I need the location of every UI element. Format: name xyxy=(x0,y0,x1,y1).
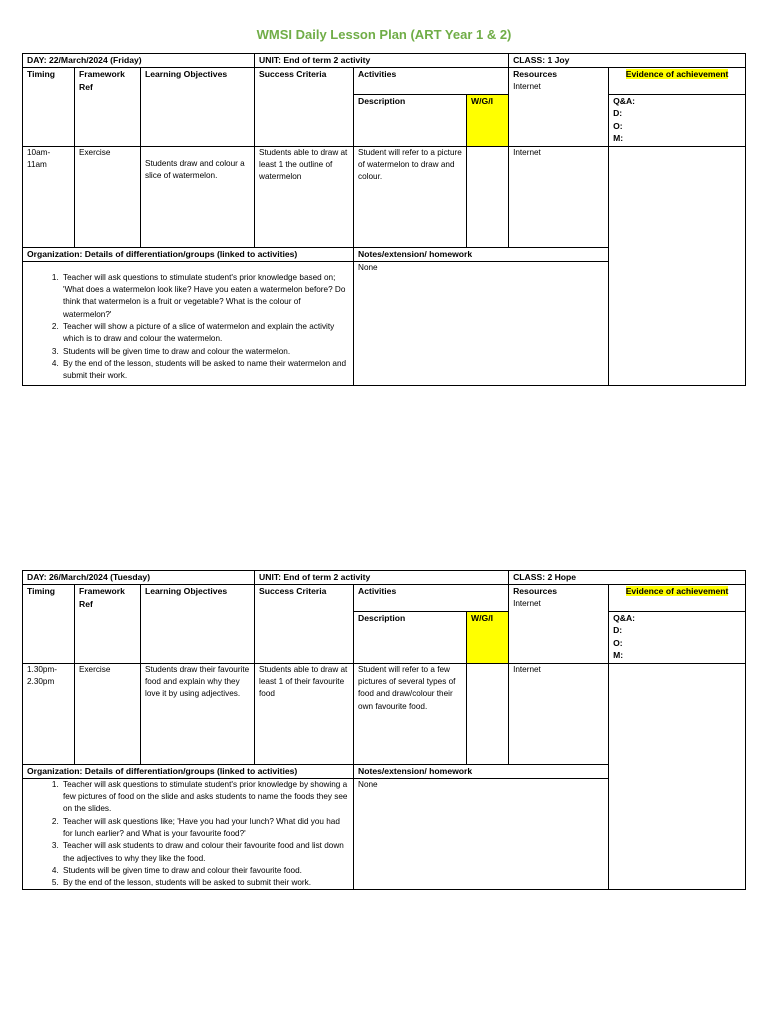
notes-header: Notes/extension/ homework xyxy=(354,247,609,261)
resources-header-value: Internet xyxy=(513,81,541,91)
unit-label: UNIT: End of term 2 activity xyxy=(255,54,509,68)
evidence-value xyxy=(609,146,746,385)
day-label: DAY: 26/March/2024 (Tuesday) xyxy=(23,571,255,585)
framework-value: Exercise xyxy=(75,663,141,764)
wgi-value xyxy=(467,146,509,247)
list-item: 1. Teacher will ask questions to stimulate student's prior knowledge by showing a few pictures of food on the slide and asks students to name the foods they see on the slides. xyxy=(61,779,349,816)
resources-value: Internet xyxy=(509,663,609,764)
o-label: O: xyxy=(613,120,623,131)
timing-header: Timing xyxy=(23,67,75,146)
resources-value: Internet xyxy=(509,146,609,247)
resources-header-cell xyxy=(509,584,609,663)
qa-label: Q&A: xyxy=(613,612,636,623)
framework-header: Framework Ref xyxy=(75,67,141,146)
framework-value: Exercise xyxy=(75,146,141,247)
page-title: WMSI Daily Lesson Plan (ART Year 1 & 2) xyxy=(256,27,512,42)
timing-header: Timing xyxy=(23,584,75,663)
evidence-qa-cell xyxy=(609,611,746,663)
evidence-value xyxy=(609,663,746,890)
organization-cell xyxy=(23,778,354,890)
organization-header: Organization: Details of differentiation/groups (linked to activities) xyxy=(23,764,354,778)
timing-value: 1.30pm-2.30pm xyxy=(23,663,75,764)
unit-label: UNIT: End of term 2 activity xyxy=(255,571,509,585)
wgi-header: W/G/I xyxy=(467,611,509,663)
objectives-value-cell xyxy=(141,146,255,247)
list-item: 5. By the end of the lesson, students will be asked to submit their work. xyxy=(61,877,349,889)
notes-value: None xyxy=(354,778,609,890)
organization-list-2 xyxy=(27,779,349,890)
m-label: M: xyxy=(613,650,624,661)
objectives-value: Students draw their favourite food and explain why they love it by using adjectives. xyxy=(141,663,255,764)
organization-cell xyxy=(23,261,354,385)
list-item: 3. Teacher will ask students to draw and colour their favourite food and list down the adjectives to why they like the food. xyxy=(61,840,349,865)
objectives-value: Students draw and colour a slice of watermelon. xyxy=(145,158,245,181)
resources-header-value: Internet xyxy=(513,598,541,608)
evidence-qa-cell xyxy=(609,94,746,146)
description-value: Student will refer to a picture of watermelon to draw and colour. xyxy=(354,146,467,247)
evidence-header-cell xyxy=(609,67,746,94)
success-header: Success Criteria xyxy=(255,584,354,663)
organization-header: Organization: Details of differentiation/groups (linked to activities) xyxy=(23,247,354,261)
resources-header: Resources xyxy=(513,585,558,596)
notes-header: Notes/extension/ homework xyxy=(354,764,609,778)
list-item: 4. Students will be given time to draw and colour their favourite food. xyxy=(61,865,349,877)
description-value: Student will refer to a few pictures of several types of food and draw/colour their own favourite food. xyxy=(354,663,467,764)
m-label: M: xyxy=(613,133,624,144)
evidence-header: Evidence of achievement xyxy=(625,585,729,596)
notes-value: None xyxy=(354,261,609,385)
framework-header: Framework Ref xyxy=(75,584,141,663)
wgi-value xyxy=(467,663,509,764)
evidence-header-cell xyxy=(609,584,746,611)
objectives-header: Learning Objectives xyxy=(141,67,255,146)
class-label: CLASS: 1 Joy xyxy=(509,54,746,68)
lesson-plan-table-2 xyxy=(22,570,746,890)
lesson-plan-table-1 xyxy=(22,53,746,386)
description-header: Description xyxy=(354,94,467,146)
qa-label: Q&A: xyxy=(613,95,636,106)
list-item: 4. By the end of the lesson, students will be asked to name their watermelon and submit their work. xyxy=(61,358,349,383)
wgi-header: W/G/I xyxy=(467,94,509,146)
description-header: Description xyxy=(354,611,467,663)
o-label: O: xyxy=(613,637,623,648)
success-value: Students able to draw at least 1 of their favourite food xyxy=(255,663,354,764)
list-item: 2. Teacher will ask questions like; 'Have you had your lunch? What did you had for lunch earlier? and What is your favourite food?' xyxy=(61,816,349,841)
day-label: DAY: 22/March/2024 (Friday) xyxy=(23,54,255,68)
activities-header: Activities xyxy=(354,584,509,611)
success-header: Success Criteria xyxy=(255,67,354,146)
timing-value: 10am-11am xyxy=(23,146,75,247)
organization-list-1 xyxy=(27,272,349,383)
d-label: D: xyxy=(613,625,623,636)
resources-header: Resources xyxy=(513,68,558,79)
activities-header: Activities xyxy=(354,67,509,94)
d-label: D: xyxy=(613,108,623,119)
resources-header-cell xyxy=(509,67,609,146)
list-item: 1. Teacher will ask questions to stimulate student's prior knowledge based on; 'What does a watermelon look like? Have you eaten a watermelon before? Do think that watermelon is a fruit or vegetable? What is the colour of watermelon?' xyxy=(61,272,349,321)
list-item: 2. Teacher will show a picture of a slice of watermelon and explain the activity which is to draw and colour the watermelon. xyxy=(61,321,349,346)
list-item: 3. Students will be given time to draw and colour the watermelon. xyxy=(61,346,349,358)
objectives-header: Learning Objectives xyxy=(141,584,255,663)
class-label: CLASS: 2 Hope xyxy=(509,571,746,585)
success-value: Students able to draw at least 1 the outline of watermelon xyxy=(255,146,354,247)
evidence-header: Evidence of achievement xyxy=(625,68,729,79)
